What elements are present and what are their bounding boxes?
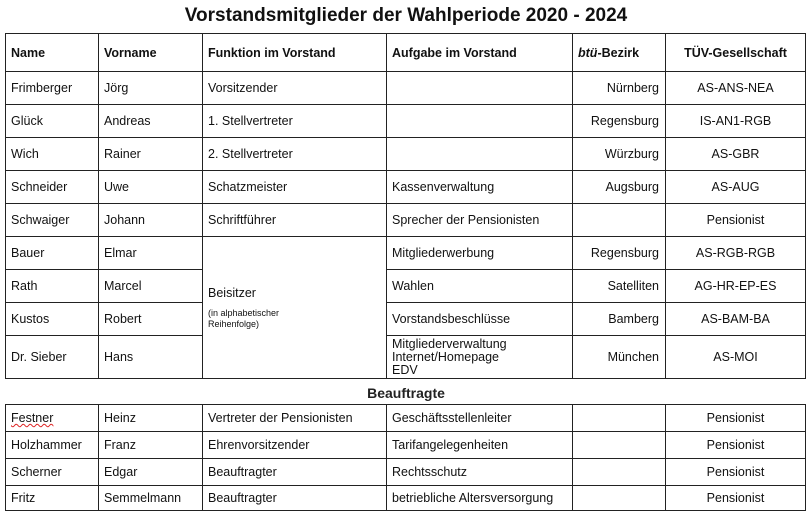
table-row	[6, 336, 806, 379]
cell-vorname: Rainer	[99, 138, 203, 171]
header-name: Name	[6, 34, 99, 72]
header-bezirk-suffix: -Bezirk	[597, 45, 640, 60]
cell-funktion: Beauftragter	[203, 459, 387, 486]
cell-name	[6, 405, 99, 432]
cell-gesellschaft: AS-ANS-NEA	[666, 72, 806, 105]
header-bezirk-prefix: btü	[578, 45, 598, 60]
cell-name: Frimberger	[6, 72, 99, 105]
cell-funktion-beisitzer	[203, 237, 387, 379]
beisitzer-note-line1: (in alphabetischer	[208, 307, 280, 318]
table-header-row	[6, 34, 806, 72]
cell-funktion: Schatzmeister	[203, 171, 387, 204]
cell-bezirk: Bamberg	[573, 303, 666, 336]
cell-bezirk	[573, 204, 666, 237]
cell-gesellschaft: AS-RGB-RGB	[666, 237, 806, 270]
header-vorname: Vorname	[99, 34, 203, 72]
cell-funktion: 2. Stellvertreter	[203, 138, 387, 171]
cell-aufgabe-multi	[387, 336, 573, 379]
cell-name: Wich	[6, 138, 99, 171]
cell-vorname: Franz	[99, 432, 203, 459]
board-table	[5, 33, 806, 379]
cell-vorname: Marcel	[99, 270, 203, 303]
cell-vorname: Edgar	[99, 459, 203, 486]
table-row	[6, 486, 806, 511]
cell-gesellschaft: Pensionist	[666, 459, 806, 486]
cell-bezirk	[573, 432, 666, 459]
cell-bezirk: Satelliten	[573, 270, 666, 303]
aufgabe-line: Mitgliederverwaltung	[392, 336, 507, 351]
section-title-beauftragte: Beauftragte	[367, 385, 445, 401]
cell-vorname: Andreas	[99, 105, 203, 138]
cell-bezirk: Nürnberg	[573, 72, 666, 105]
cell-vorname: Semmelmann	[99, 486, 203, 511]
table-row	[6, 105, 806, 138]
cell-funktion: Ehrenvorsitzender	[203, 432, 387, 459]
cell-gesellschaft: AG-HR-EP-ES	[666, 270, 806, 303]
cell-vorname: Hans	[99, 336, 203, 379]
cell-aufgabe	[387, 105, 573, 138]
table-row	[6, 270, 806, 303]
cell-gesellschaft: Pensionist	[666, 486, 806, 511]
cell-bezirk: Regensburg	[573, 237, 666, 270]
page-title: Vorstandsmitglieder der Wahlperiode 2020 - 2024	[184, 5, 628, 26]
cell-vorname: Johann	[99, 204, 203, 237]
beisitzer-note	[208, 308, 381, 330]
cell-bezirk	[573, 486, 666, 511]
cell-gesellschaft: Pensionist	[666, 204, 806, 237]
cell-aufgabe: Geschäftsstellenleiter	[387, 405, 573, 432]
cell-bezirk: Augsburg	[573, 171, 666, 204]
table-row	[6, 204, 806, 237]
cell-name: Rath	[6, 270, 99, 303]
cell-gesellschaft: AS-AUG	[666, 171, 806, 204]
cell-vorname: Heinz	[99, 405, 203, 432]
cell-bezirk: Regensburg	[573, 105, 666, 138]
cell-aufgabe: Wahlen	[387, 270, 573, 303]
cell-gesellschaft: Pensionist	[666, 405, 806, 432]
name-text: Festner	[11, 411, 54, 425]
cell-aufgabe: Sprecher der Pensionisten	[387, 204, 573, 237]
cell-aufgabe: Rechtsschutz	[387, 459, 573, 486]
cell-bezirk: München	[573, 336, 666, 379]
cell-aufgabe: Vorstandsbeschlüsse	[387, 303, 573, 336]
cell-gesellschaft: AS-BAM-BA	[666, 303, 806, 336]
aufgabe-line: Internet/Homepage	[392, 349, 500, 364]
cell-vorname: Jörg	[99, 72, 203, 105]
cell-name: Dr. Sieber	[6, 336, 99, 379]
cell-name: Glück	[6, 105, 99, 138]
cell-funktion: Vertreter der Pensionisten	[203, 405, 387, 432]
header-bezirk	[573, 34, 666, 72]
cell-aufgabe	[387, 72, 573, 105]
cell-aufgabe	[387, 138, 573, 171]
cell-vorname: Robert	[99, 303, 203, 336]
cell-bezirk	[573, 405, 666, 432]
cell-funktion: Beauftragter	[203, 486, 387, 511]
cell-aufgabe: Tarifangelegenheiten	[387, 432, 573, 459]
cell-name: Holzhammer	[6, 432, 99, 459]
cell-name: Schwaiger	[6, 204, 99, 237]
header-gesellschaft: TÜV-Gesellschaft	[666, 34, 806, 72]
cell-name: Schneider	[6, 171, 99, 204]
aufgabe-line: EDV	[392, 362, 418, 377]
cell-gesellschaft: IS-AN1-RGB	[666, 105, 806, 138]
cell-name: Kustos	[6, 303, 99, 336]
cell-funktion: 1. Stellvertreter	[203, 105, 387, 138]
table-row	[6, 171, 806, 204]
cell-bezirk: Würzburg	[573, 138, 666, 171]
table-row	[6, 237, 806, 270]
table-row	[6, 432, 806, 459]
cell-funktion: Vorsitzender	[203, 72, 387, 105]
cell-funktion: Schriftführer	[203, 204, 387, 237]
beisitzer-label: Beisitzer	[208, 285, 256, 300]
cell-vorname: Uwe	[99, 171, 203, 204]
header-funktion: Funktion im Vorstand	[203, 34, 387, 72]
cell-gesellschaft: Pensionist	[666, 432, 806, 459]
header-aufgabe: Aufgabe im Vorstand	[387, 34, 573, 72]
cell-gesellschaft: AS-MOI	[666, 336, 806, 379]
table-row	[6, 459, 806, 486]
cell-vorname: Elmar	[99, 237, 203, 270]
cell-name: Bauer	[6, 237, 99, 270]
table-row	[6, 138, 806, 171]
cell-aufgabe: betriebliche Altersversorgung	[387, 486, 573, 511]
cell-aufgabe: Mitgliederwerbung	[387, 237, 573, 270]
table-row	[6, 72, 806, 105]
table-row	[6, 405, 806, 432]
table-row	[6, 303, 806, 336]
cell-name: Fritz	[6, 486, 99, 511]
cell-name: Scherner	[6, 459, 99, 486]
cell-gesellschaft: AS-GBR	[666, 138, 806, 171]
beisitzer-note-line2: Reihenfolge)	[208, 318, 260, 329]
beauftragte-table	[5, 404, 806, 511]
cell-aufgabe: Kassenverwaltung	[387, 171, 573, 204]
cell-bezirk	[573, 459, 666, 486]
